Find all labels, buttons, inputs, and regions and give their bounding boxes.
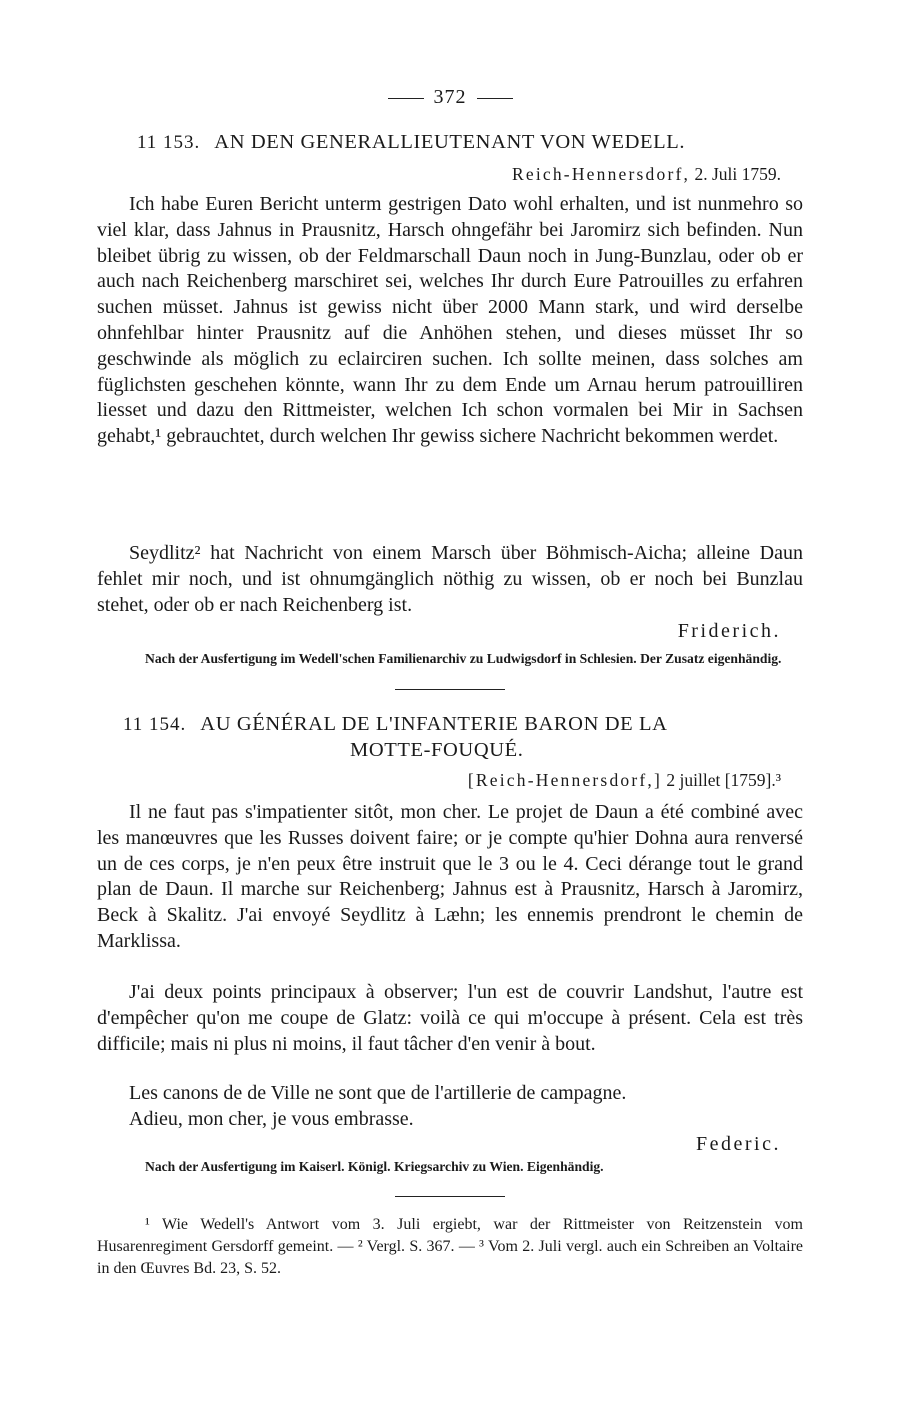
dash-left bbox=[388, 98, 424, 99]
letter-paragraph: Seydlitz² hat Nachricht von einem Marsch über Böhmisch-Aicha; alleine Daun fehlet mir noch, und ist ohnumgänglich nöthig zu wissen, ob er noch bei Bunzlau stehet, oder ob er nach Reichenberg ist. bbox=[97, 542, 803, 616]
letter-date: 2 juillet [1759].³ bbox=[666, 770, 781, 790]
letter-heading bbox=[123, 713, 668, 736]
letter-paragraph: Adieu, mon cher, je vous embrasse. bbox=[129, 1108, 414, 1130]
signature: Friderich. bbox=[677, 620, 781, 642]
letter-dateline bbox=[468, 770, 781, 791]
page-number: 372 bbox=[97, 86, 803, 109]
letter-number: 11 153. bbox=[137, 132, 201, 153]
section-divider bbox=[395, 689, 505, 690]
letter-heading bbox=[137, 131, 685, 154]
letter-paragraph: Les canons de de Ville ne sont que de l'artillerie de campagne. bbox=[129, 1082, 627, 1104]
letter-place: [Reich-Hennersdorf,] bbox=[467, 770, 663, 790]
letter-place: Reich-Hennersdorf, bbox=[511, 164, 691, 184]
letter-dateline bbox=[512, 164, 781, 185]
footnotes: ¹ Wie Wedell's Antwort vom 3. Juli ergiebt, war der Rittmeister von Reitzenstein vom Husarenregiment Gersdorff gemeint. — ² Vergl. S. 367. — ³ Vom 2. Juli vergl. auch ein Schreiben an Voltaire in den Œuvres Bd. 23, S. 52. bbox=[97, 1216, 803, 1277]
letter-paragraph: J'ai deux points principaux à observer; l'un est de couvrir Landshut, l'autre est d'empêcher qu'on me coupe de Glatz: voilà ce qui m'occupe à présent. Cela est très difficile; mais ni plus ni moins, il faut tâcher d'en venir à bout. bbox=[97, 981, 803, 1055]
source-note: Nach der Ausfertigung im Wedell'schen Familienarchiv zu Ludwigsdorf in Schlesien. Der Zusatz eigenhändig. bbox=[145, 651, 782, 666]
dash-right bbox=[477, 98, 513, 99]
letter-paragraph: Il ne faut pas s'impatienter sitôt, mon cher. Le projet de Daun a été combiné avec les manœuvres que les Russes doivent faire; or je compte qu'hier Dohna aura renversé un de ces corps, je n'en peux être instruit que le 3 ou le 4. Ceci dérange tout le grand plan de Daun. Il marche sur Reichenberg; Jahnus est à Prausnitz, Harsch à Jaromirz, Beck à Skalitz. J'ai envoyé Seydlitz à Læhn; les ennemis prendront le chemin de Marklissa. bbox=[97, 801, 803, 952]
letter-number: 11 154. bbox=[123, 714, 187, 735]
letter-title: AN DEN GENERALLIEUTENANT VON WEDELL. bbox=[214, 131, 686, 153]
letter-title: AU GÉNÉRAL DE L'INFANTERIE BARON DE LA bbox=[200, 713, 668, 735]
section-divider bbox=[395, 1196, 505, 1197]
signature: Federic. bbox=[696, 1133, 781, 1155]
letter-paragraph: Ich habe Euren Bericht unterm gestrigen Dato wohl erhalten, und ist nunmehro so viel klar, dass Jahnus in Prausnitz, Harsch ohngefähr bei Jaromirz sich befinden. Nun bleibet übrig zu wissen, ob der Feldmarschall Daun noch in Jung-Bunzlau, oder ob er auch nach Reichenberg marschiret sei, welches Ihr durch Eure Patrouilles zu erfahren suchen müsset. Jahnus ist gewiss nicht über 2000 Mann stark, und wird derselbe ohnfehlbar hinter Prausnitz auf die Anhöhen stehen, und dieses müsset Ihr so geschwinde als möglich zu eclairciren suchen. Ich sollte meinen, dass solches am füglichsten geschehen könnte, wann Ihr zu dem Ende um Arnau herum patrouilliren liesset und dazu den Rittmeister, welchen Ich schon vormalen bei Mir in Sachsen gehabt,¹ gebrauchtet, durch welchen Ihr gewiss sichere Nachricht bekommen werdet. bbox=[97, 193, 803, 448]
source-note: Nach der Ausfertigung im Kaiserl. Königl. Kriegsarchiv zu Wien. Eigenhändig. bbox=[145, 1159, 604, 1174]
letter-date: 2. Juli 1759. bbox=[694, 164, 781, 184]
letter-title-continued: MOTTE-FOUQUÉ. bbox=[350, 739, 524, 761]
